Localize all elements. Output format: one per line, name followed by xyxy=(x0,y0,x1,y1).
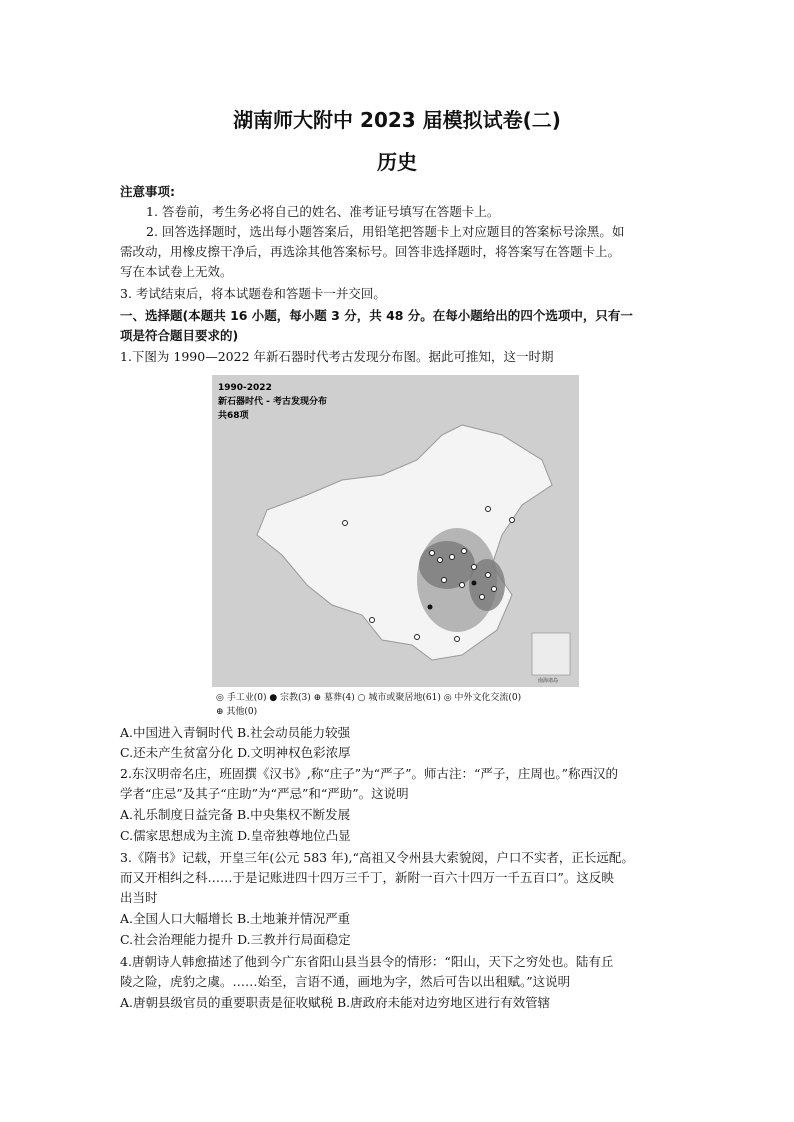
q2-line-2: 学者“庄忌”及其子“庄助”为“严忌”和“严助”。这说明 xyxy=(120,786,409,801)
note-2b: 需改动，用橡皮擦干净后，再选涂其他答案标号。回答非选择题时，将答案写在答题卡上。 xyxy=(120,244,621,259)
map-corner-label: 南海诸岛 xyxy=(538,678,559,684)
exam-title: 湖南师大附中 2023 届模拟试卷(二) xyxy=(233,108,561,132)
map-title-3: 共68项 xyxy=(218,411,249,421)
note-3: 3. 考试结束后，将本试题卷和答题卡一并交回。 xyxy=(120,286,386,301)
q1-options-ab: A.中国进入青铜时代 B.社会动员能力较强 xyxy=(120,725,351,740)
map-legend-1: ◎ 手工业(0) ● 宗教(3) ⊕ 墓葬(4) ○ 城市或聚居地(61) ◎ 中外文化交流(0) xyxy=(216,693,522,703)
q2-options-cd: C.儒家思想成为主流 D.皇帝独尊地位凸显 xyxy=(120,828,351,843)
q1-options-cd: C.还未产生贫富分化 D.文明神权色彩浓厚 xyxy=(120,745,351,760)
section-heading-1: 一、选择题(本题共 16 小题，每小题 3 分，共 48 分。在每小题给出的四个选项中，只有一 xyxy=(120,308,633,323)
note-2c: 写在本试卷上无效。 xyxy=(120,264,233,279)
q3-options-cd: C.社会治理能力提升 D.三教并行局面稳定 xyxy=(120,932,351,947)
note-1: 1. 答卷前，考生务必将自己的姓名、准考证号填写在答题卡上。 xyxy=(146,204,500,219)
map-title-1: 1990-2022 xyxy=(218,383,272,393)
note-2a: 2. 回答选择题时，选出每小题答案后，用铅笔把答题卡上对应题目的答案标号涂黑。如 xyxy=(146,224,625,239)
q4-line-1: 4.唐朝诗人韩愈描述了他到今广东省阳山县当县令的情形：“阳山，天下之穷处也。陆有丘 xyxy=(120,954,614,969)
q3-line-2: 而又开相纠之科……于是记账进四十四万三千丁，新附一百六十四万一千五百口”。这反映 xyxy=(120,870,614,885)
section-heading-2: 项是符合题目要求的) xyxy=(120,328,239,343)
q3-line-3: 出当时 xyxy=(120,890,158,905)
subject-title: 历史 xyxy=(377,150,417,174)
q1-stem: 1.下图为 1990—2022 年新石器时代考古发现分布图。据此可推知，这一时期 xyxy=(120,349,554,364)
q4-line-2: 陵之险，虎豹之虞。……始至，言语不通，画地为字，然后可告以出租赋。”这说明 xyxy=(120,974,571,989)
q2-line-1: 2.东汉明帝名庄，班固撰《汉书》,称“庄子”为“严子”。师古注：“严子，庄周也。”称西汉的 xyxy=(120,766,618,781)
archaeology-map xyxy=(212,375,579,687)
notes-heading: 注意事项: xyxy=(120,184,175,199)
map-title-2: 新石器时代 - 考古发现分布 xyxy=(218,397,328,407)
q3-options-ab: A.全国人口大幅增长 B.土地兼并情况严重 xyxy=(120,911,351,926)
map-legend-2: ⊕ 其他(0) xyxy=(216,707,258,717)
q4-options-ab: A.唐朝县级官员的重要职责是征收赋税 B.唐政府未能对边穷地区进行有效管辖 xyxy=(120,995,551,1010)
q3-line-1: 3.《隋书》记载，开皇三年(公元 583 年),“高祖又令州县大索貌阅，户口不实者，正长远配。 xyxy=(120,850,634,865)
q2-options-ab: A.礼乐制度日益完备 B.中央集权不断发展 xyxy=(120,807,351,822)
